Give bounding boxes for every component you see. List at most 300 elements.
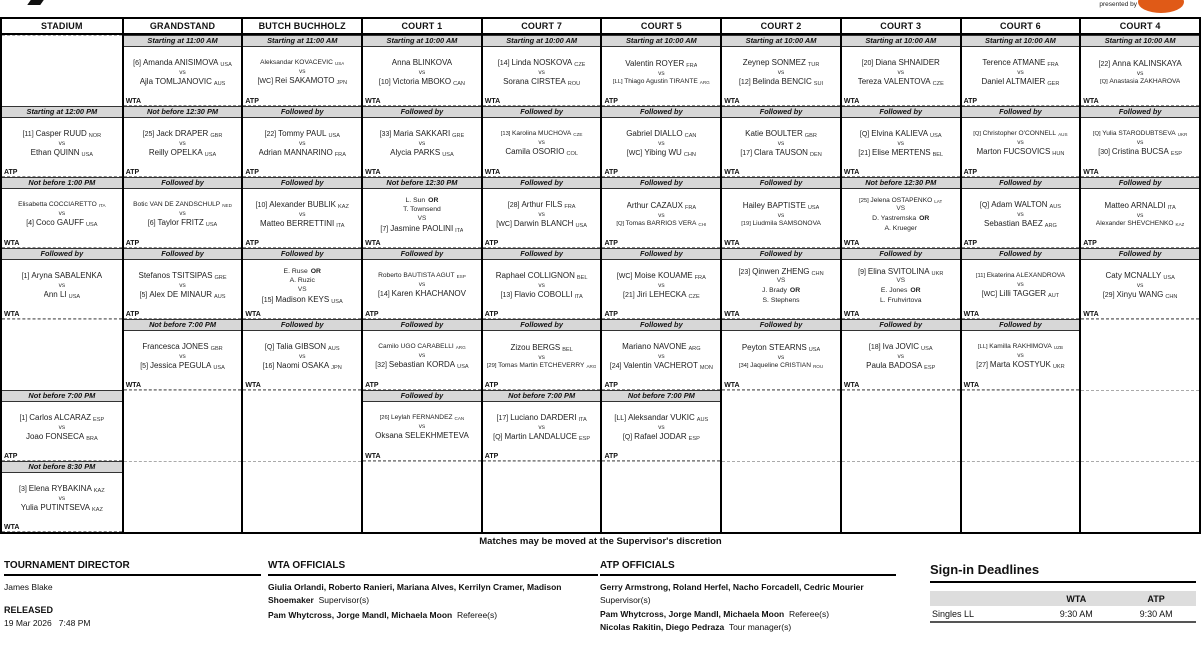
vs-label: vs: [1017, 280, 1024, 288]
time-slot: Followed by: [124, 177, 242, 189]
time-slot: Starting at 10:00 AM: [483, 35, 601, 47]
player-fullname: Marton FUCSOVICS: [976, 147, 1051, 157]
tour-label: ATP: [604, 169, 618, 176]
country-code: GBR: [804, 133, 817, 140]
player-fullname: Jiri LEHECKA: [636, 290, 687, 300]
tour-label: WTA: [724, 169, 740, 176]
signin-deadlines-heading: Sign-in Deadlines: [930, 562, 1196, 583]
player-name: [379, 77, 465, 87]
player-fullname: Lilli TAGGER: [999, 289, 1047, 299]
vs-label: vs: [658, 211, 665, 219]
player-name: [44, 290, 81, 300]
country-code: AUT: [1048, 293, 1060, 300]
seed-label: [9]: [858, 268, 868, 276]
seed-label: [1]: [19, 415, 30, 423]
seed-label: [28]: [507, 202, 522, 210]
match-cell: [483, 402, 601, 461]
tour-label: ATP: [963, 98, 978, 105]
country-code: UKR: [931, 270, 944, 277]
tour-label: ATP: [365, 311, 379, 318]
player-fullname: Tereza VALENTOVA: [857, 77, 931, 87]
vs-label: vs: [298, 139, 306, 147]
seed-label: [16]: [262, 363, 277, 371]
player-fullname: Elise MERTENS: [872, 148, 931, 158]
time-slot: Followed by: [2, 248, 122, 260]
player-name: [260, 219, 345, 229]
country-code: FRA: [684, 205, 697, 212]
player-fullname: Flavio COBOLLI: [514, 290, 573, 300]
player-fullname: Ann LI: [43, 290, 67, 300]
player-name: [976, 360, 1064, 370]
vs-label: vs: [658, 352, 665, 360]
match-cell: [1081, 189, 1199, 248]
seed-label: [30]: [1098, 149, 1112, 157]
time-slot: [243, 390, 361, 402]
match-cell: [722, 118, 840, 177]
country-code: ESP: [924, 365, 936, 372]
vs-label: vs: [897, 139, 904, 147]
seed-label: [3]: [19, 486, 29, 494]
seed-label: [Q]: [859, 131, 872, 139]
released-datetime: 19 Mar 2026 7:48 PM: [4, 617, 91, 628]
tour-label: ATP: [604, 382, 618, 389]
player-name: [1105, 271, 1174, 281]
vs-label: vs: [418, 68, 426, 76]
vs-label: vs: [418, 351, 426, 359]
tour-label: WTA: [4, 524, 20, 531]
alternate-player: E. Ruse OR: [283, 267, 321, 275]
country-code: AUS: [328, 346, 340, 353]
seed-label: [13]: [500, 131, 513, 138]
match-cell: [2, 402, 122, 461]
player-name: [138, 271, 226, 281]
country-code: NED: [222, 203, 232, 209]
time-slot: [602, 461, 720, 473]
player-fullname: Jessica PEGULA: [149, 361, 212, 371]
player-fullname: Alexander BUBLIK: [269, 200, 336, 210]
alternate-player: D. Yastremska OR: [872, 215, 930, 223]
player-name: [613, 78, 710, 87]
player-fullname: Valentin VACHEROT: [623, 361, 698, 371]
player-fullname: Anastasia ZAKHAROVA: [1109, 78, 1181, 86]
time-slot: Not before 1:00 PM: [2, 177, 122, 189]
tournament-logo-fragment: [27, 0, 44, 5]
match-cell: [363, 331, 481, 390]
atp-supervisors-line: [600, 581, 896, 607]
player-name: [1100, 78, 1180, 87]
time-slot: Followed by: [962, 319, 1080, 331]
player-name: [142, 342, 222, 352]
match-cell: [842, 473, 960, 532]
player-name: [22, 129, 101, 139]
match-cell: [602, 402, 720, 461]
seed-label: [5]: [139, 292, 150, 300]
player-name: [259, 148, 346, 158]
player-name: [140, 361, 225, 371]
player-fullname: Jaqueline CRISTIAN: [750, 362, 811, 370]
match-cell: [124, 260, 242, 319]
time-slot: Starting at 10:00 AM: [1081, 35, 1199, 47]
player-fullname: Ethan QUINN: [30, 148, 80, 158]
match-cell: [2, 331, 122, 390]
tour-label: WTA: [125, 98, 142, 105]
vs-label: VS: [776, 277, 786, 285]
time-slot: Followed by: [483, 177, 601, 189]
match-cell: [1081, 47, 1199, 106]
signin-atp-value: 9:30 AM: [1116, 606, 1196, 622]
tour-label: WTA: [963, 311, 980, 318]
vs-label: VS: [417, 214, 427, 222]
tour-label: ATP: [4, 169, 18, 176]
vs-label: VS: [896, 277, 906, 285]
country-code: CZE: [573, 132, 583, 138]
player-fullname: Anna KALINSKAYA: [1112, 59, 1182, 69]
footer: [0, 550, 1201, 654]
seed-label: [LL]: [612, 79, 625, 86]
player-name: [1098, 147, 1182, 157]
player-fullname: Yulia STARODUBTSEVA: [1102, 130, 1176, 138]
tour-label: WTA: [843, 382, 860, 389]
court-column-court-3: [840, 19, 960, 532]
match-cell: [962, 47, 1080, 106]
time-slot: [124, 461, 242, 473]
atp-tour-managers-line: [600, 621, 896, 634]
player-name: [31, 148, 93, 158]
player-fullname: Casper RUUD: [35, 129, 87, 139]
player-name: [1099, 59, 1182, 69]
match-cell: [722, 331, 840, 390]
or-label: OR: [428, 196, 439, 204]
player-name: [263, 361, 342, 371]
country-code: GBR: [210, 133, 223, 140]
player-fullname: Jack DRAPER: [156, 129, 209, 139]
seed-label: [15]: [261, 296, 276, 304]
vs-label: vs: [58, 423, 66, 431]
vs-label: vs: [897, 68, 904, 76]
time-slot: Followed by: [243, 106, 361, 118]
court-column-grandstand: [122, 19, 242, 532]
seed-label: [WC]: [981, 291, 1000, 299]
atp-supervisor-names: Gerry Armstrong, Roland Herfel, Nacho Forcadell, Cedric Mourier: [600, 582, 864, 592]
tournament-director-block: [4, 560, 261, 628]
player-name: [498, 58, 586, 68]
country-code: SUI: [813, 81, 824, 88]
player-fullname: Luciano DARDERI: [510, 413, 577, 423]
player-name: [973, 130, 1067, 139]
time-slot: Followed by: [243, 319, 361, 331]
alternate-player: A. Krueger: [884, 224, 917, 232]
time-slot: Followed by: [602, 248, 720, 260]
player-fullname: Sorana CIRSTEA: [503, 77, 566, 87]
player-fullname: Qinwen ZHENG: [752, 266, 810, 276]
time-slot: Followed by: [243, 248, 361, 260]
alternate-player: L. Fruhvirtova: [879, 296, 922, 304]
seed-label: [11]: [975, 273, 987, 280]
tour-label: WTA: [843, 169, 860, 176]
player-name: [496, 271, 588, 281]
vs-label: vs: [538, 281, 545, 289]
player-name: [743, 58, 820, 68]
match-cell: [243, 47, 361, 106]
player-fullname: Karen KHACHANOV: [391, 289, 466, 299]
atp-referee-role: Referee(s): [788, 608, 830, 619]
player-fullname: Iva JOVIC: [882, 342, 920, 352]
player-name: [26, 432, 98, 442]
country-code: USA: [205, 222, 218, 229]
country-code: FRA: [334, 152, 346, 159]
seed-label: [29]: [1102, 292, 1117, 300]
vs-label: vs: [418, 139, 426, 147]
country-code: CHN: [811, 270, 824, 277]
player-fullname: Yibing WU: [644, 148, 682, 158]
seed-label: [WC]: [496, 221, 514, 229]
country-code: CHN: [683, 152, 696, 159]
player-fullname: Darwin BLANCH: [513, 219, 574, 229]
time-slot: Followed by: [1081, 248, 1199, 260]
vs-label: vs: [298, 352, 306, 360]
country-code: USA: [220, 62, 232, 69]
seed-label: [14]: [377, 291, 392, 299]
player-fullname: Marta KOSTYUK: [989, 360, 1051, 370]
time-slot: [1081, 461, 1199, 473]
player-fullname: Aleksandar VUKIC: [628, 413, 695, 423]
country-code: LAT: [934, 198, 943, 204]
time-slot: [842, 461, 960, 473]
wta-referee-names: Pam Whytcross, Jorge Mandl, Michaela Moon: [268, 609, 453, 620]
player-fullname: Taylor FRITZ: [157, 218, 204, 228]
tour-label: WTA: [724, 382, 740, 389]
country-code: NOR: [88, 133, 102, 140]
player-name: [497, 413, 587, 423]
seed-label: [4]: [26, 220, 36, 228]
player-name: [739, 362, 823, 371]
player-fullname: Ajla TOMLJANOVIC: [139, 77, 212, 87]
tour-label: ATP: [4, 453, 18, 460]
time-slot: [363, 461, 481, 473]
country-code: USA: [921, 346, 933, 353]
court-header: COURT 6: [962, 19, 1080, 35]
vs-label: vs: [1017, 68, 1024, 76]
player-fullname: Terence ATMANE: [982, 58, 1046, 68]
player-name: [18, 201, 106, 210]
player-name: [1105, 201, 1176, 211]
tour-label: WTA: [724, 311, 740, 318]
match-cell: [363, 118, 481, 177]
player-name: [610, 361, 713, 371]
atp-supervisor-role: Supervisor(s): [600, 594, 651, 605]
player-name: [501, 290, 583, 300]
player-name: [501, 130, 583, 139]
player-fullname: Carlos ALCARAZ: [29, 413, 92, 423]
court-header: BUTCH BUCHHOLZ: [243, 19, 361, 35]
time-slot: [962, 461, 1080, 473]
player-name: [860, 129, 942, 139]
seed-label: [WC]: [616, 273, 635, 281]
time-slot: Followed by: [243, 177, 361, 189]
player-name: [493, 432, 590, 442]
match-cell: [842, 402, 960, 461]
match-cell: [842, 331, 960, 390]
time-slot: Followed by: [842, 319, 960, 331]
match-cell: [483, 47, 601, 106]
match-cell: [363, 473, 481, 532]
country-code: USA: [334, 61, 345, 67]
tour-label: WTA: [484, 98, 501, 105]
time-slot: [722, 390, 840, 402]
player-fullname: Caty MCNALLY: [1105, 271, 1162, 281]
tour-label: WTA: [365, 240, 381, 247]
player-name: [496, 219, 587, 229]
player-fullname: Talia GIBSON: [276, 342, 327, 352]
tour-label: ATP: [125, 311, 140, 318]
player-name: [627, 148, 696, 158]
country-code: CAN: [454, 416, 465, 422]
player-fullname: Tomas Martin ETCHEVERRY: [498, 362, 585, 370]
court-column-stadium: [2, 19, 122, 532]
seed-label: [33]: [379, 131, 394, 139]
match-cell: [602, 331, 720, 390]
seed-label: [19]: [741, 221, 753, 228]
player-name: [858, 148, 943, 158]
signin-deadlines-block: [930, 562, 1196, 623]
player-name: [19, 484, 105, 494]
player-name: [858, 267, 943, 277]
country-code: ARG: [586, 364, 597, 370]
vs-label: vs: [1017, 351, 1024, 359]
player-fullname: Arthur CAZAUX: [626, 201, 683, 211]
vs-label: vs: [1017, 210, 1024, 218]
vs-label: vs: [897, 352, 904, 360]
seed-label: [12]: [738, 79, 753, 87]
match-cell: [363, 47, 481, 106]
vs-label: vs: [298, 67, 306, 75]
tour-label: ATP: [484, 382, 499, 389]
tour-label: ATP: [125, 169, 140, 176]
match-cell: [722, 47, 840, 106]
vs-label: vs: [777, 211, 785, 219]
atp-tour-manager-names: Nicolas Rakitin, Diego Pedraza: [600, 622, 725, 633]
seed-label: [18]: [868, 344, 883, 352]
player-fullname: Victoria MBOKO: [392, 77, 452, 87]
country-code: UKR: [1177, 132, 1188, 138]
player-name: [742, 343, 820, 353]
player-name: [140, 290, 226, 300]
match-cell: [124, 118, 242, 177]
time-slot: Not before 8:30 PM: [2, 461, 122, 473]
country-code: ITA: [574, 294, 583, 301]
player-name: [616, 220, 706, 229]
country-code: AUS: [1049, 204, 1062, 211]
court-column-butch-buchholz: [241, 19, 361, 532]
country-code: CZE: [574, 62, 586, 69]
country-code: GER: [1047, 81, 1060, 88]
player-fullname: Martin LANDALUCE: [504, 432, 577, 442]
country-code: GRE: [214, 275, 227, 282]
player-name: [503, 77, 580, 87]
country-code: FRA: [694, 275, 706, 282]
player-name: [862, 58, 940, 68]
country-code: ITA: [336, 223, 345, 230]
match-cell: [842, 118, 960, 177]
tour-label: ATP: [484, 311, 499, 318]
seed-label: [Q]: [979, 202, 992, 210]
country-code: KAZ: [337, 204, 349, 211]
match-cell: [363, 189, 481, 248]
tour-label: ATP: [245, 240, 259, 247]
tour-label: WTA: [245, 382, 261, 389]
country-code: ARG: [699, 80, 710, 86]
vs-label: vs: [58, 209, 66, 217]
country-code: FRA: [686, 63, 698, 70]
court-header: STADIUM: [2, 19, 122, 35]
match-cell: [1081, 260, 1199, 319]
released-label: RELEASED: [4, 604, 54, 615]
time-slot: Followed by: [602, 319, 720, 331]
player-fullname: Matteo ARNALDI: [1104, 201, 1166, 211]
country-code: ESP: [688, 436, 700, 443]
seed-label: [Q]: [973, 131, 983, 138]
player-fullname: Camila OSORIO: [505, 147, 565, 157]
country-code: USA: [68, 294, 81, 301]
wta-officials-block: [268, 560, 598, 621]
time-slot: Followed by: [1081, 106, 1199, 118]
player-name: [1103, 290, 1178, 300]
alternate-player: L. Sun OR: [405, 196, 439, 204]
seed-label: [10]: [378, 79, 393, 87]
player-name: [984, 219, 1057, 229]
player-name: [133, 58, 232, 68]
player-name: [26, 218, 97, 228]
time-slot: [124, 390, 242, 402]
seed-label: [LL]: [977, 344, 990, 351]
top-strip: [0, 0, 1201, 17]
time-slot: Followed by: [842, 248, 960, 260]
time-slot: Followed by: [363, 390, 481, 402]
player-name: [378, 272, 466, 281]
signin-blank-header: [930, 591, 1036, 606]
country-code: USA: [85, 222, 98, 229]
player-fullname: Botic VAN DE ZANDSCHULP: [133, 201, 221, 209]
player-fullname: Yulia PUTINTSEVA: [20, 503, 90, 513]
tour-label: WTA: [1083, 98, 1099, 105]
country-code: ITA: [578, 417, 587, 424]
vs-label: vs: [658, 281, 665, 289]
country-code: FRA: [1047, 62, 1059, 69]
player-name: [380, 129, 465, 139]
seed-label: [6]: [147, 220, 158, 228]
player-name: [976, 272, 1065, 281]
time-slot: [1081, 390, 1199, 402]
court-header: COURT 3: [842, 19, 960, 35]
player-fullname: Jasmine PAOLINI: [390, 223, 454, 233]
court-column-court-7: [481, 19, 601, 532]
player-name: [380, 224, 463, 234]
player-name: [625, 59, 697, 69]
time-slot: Followed by: [363, 248, 481, 260]
vs-label: vs: [1136, 211, 1144, 219]
vs-label: vs: [418, 422, 426, 430]
country-code: KAZ: [93, 488, 105, 495]
player-name: [1096, 220, 1185, 229]
discretion-note: Matches may be moved at the Supervisor's discretion: [479, 536, 722, 547]
player-fullname: Adrian MANNARINO: [258, 148, 333, 158]
seed-label: [22]: [264, 131, 279, 139]
time-slot: Followed by: [483, 248, 601, 260]
player-fullname: Maria SAKKARI: [393, 129, 451, 139]
match-cell: [602, 473, 720, 532]
match-cell: [124, 473, 242, 532]
time-slot: Not before 7:00 PM: [2, 390, 122, 402]
